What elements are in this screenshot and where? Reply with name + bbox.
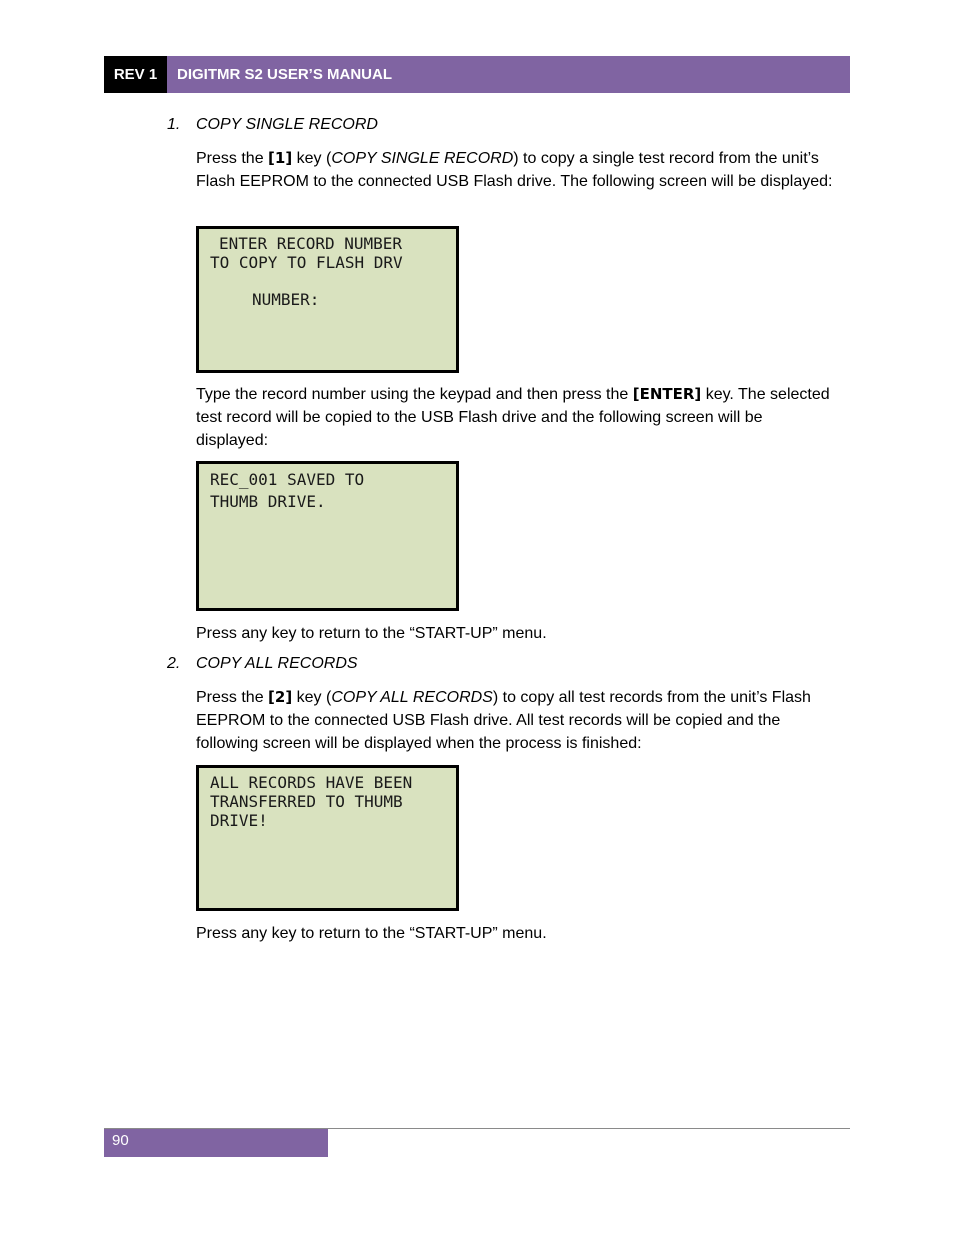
step-2-outro: Press any key to return to the “START-UP” menu. — [196, 925, 547, 942]
lcd-line: NUMBER: — [252, 290, 320, 309]
lcd-line: TO COPY TO FLASH DRV — [210, 253, 403, 272]
lcd-line: ENTER RECORD NUMBER — [219, 234, 403, 253]
step-number: 1. — [167, 116, 181, 133]
step-2-heading — [167, 655, 358, 673]
step-1-outro: Press any key to return to the “START-UP” menu. — [196, 625, 547, 642]
step-2-intro: Press the [2] key (COPY ALL RECORDS) to copy all test records from the unit’s Flash EEPROM to the connected USB Flash drive. All test records will be copied and the following screen will be displayed when the process is finished: — [196, 688, 811, 752]
manual-title: DIGITMR S2 USER’S MANUAL — [167, 56, 850, 93]
lcd-line: TRANSFERRED TO THUMB — [210, 792, 403, 811]
step-1-intro: Press the [1] key (COPY SINGLE RECORD) to copy a single test record from the unit’s Flash EEPROM to the connected USB Flash drive. The following screen will be displayed: — [196, 149, 833, 190]
lcd-screen-all-records — [196, 765, 459, 911]
lcd-screen-saved — [196, 461, 459, 611]
page-header — [104, 56, 850, 93]
step-title: COPY SINGLE RECORD — [196, 116, 378, 133]
page-number: 90 — [104, 1129, 328, 1157]
step-1-heading — [167, 116, 378, 134]
step-number: 2. — [167, 655, 181, 672]
step-1-mid: Type the record number using the keypad and then press the [ENTER] key. The selected test record will be copied to the USB Flash drive and the following screen will be displayed: — [196, 385, 830, 449]
lcd-line: REC_001 SAVED TO — [210, 470, 365, 489]
step-title: COPY ALL RECORDS — [196, 655, 358, 672]
key-1: [1] — [268, 149, 293, 167]
lcd-line: ALL RECORDS HAVE BEEN — [210, 773, 413, 792]
lcd-screen-enter-record — [196, 226, 459, 373]
revision-label: REV 1 — [104, 56, 167, 93]
key-2: [2] — [268, 688, 293, 706]
key-enter: [ENTER] — [632, 385, 702, 403]
lcd-line: DRIVE! — [210, 811, 268, 830]
lcd-line: THUMB DRIVE. — [210, 492, 326, 511]
